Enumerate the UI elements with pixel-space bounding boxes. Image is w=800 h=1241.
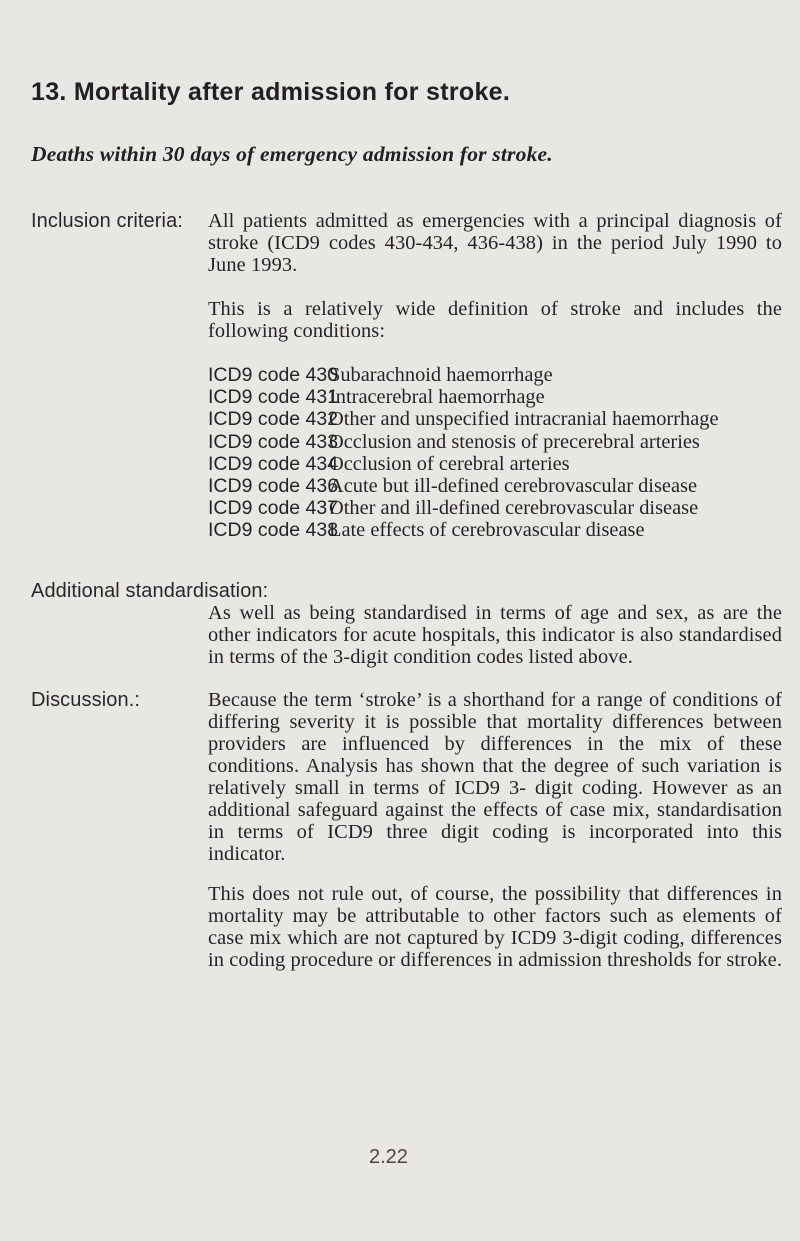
icd9-code-description: Occlusion of cerebral arteries — [329, 452, 570, 475]
inclusion-criteria-label: Inclusion criteria: — [31, 210, 183, 232]
icd9-code: ICD9 code 432 — [208, 408, 339, 431]
icd9-code: ICD9 code 433 — [208, 430, 339, 453]
icd9-code-description: Occlusion and stenosis of precerebral arteries — [329, 430, 700, 453]
standardisation-paragraph: As well as being standardised in terms of age and sex, as are the other indicators for acute hospitals, this indicator is also standardised in terms of the 3-digit condition codes listed above. — [208, 602, 782, 668]
icd9-code-row — [208, 497, 782, 519]
icd9-code: ICD9 code 430 — [208, 364, 339, 386]
icd9-code-row — [208, 431, 782, 453]
inclusion-criteria-paragraph: All patients admitted as emergencies with a principal diagnosis of stroke (ICD9 codes 430-434, 436-438) in the period July 1990 to June 1993. — [208, 210, 782, 276]
icd9-code-description: Other and unspecified intracranial haemorrhage — [329, 408, 719, 431]
icd9-code-row — [208, 453, 782, 475]
page-number: 2.22 — [369, 1146, 408, 1168]
icd9-code: ICD9 code 438 — [208, 519, 339, 542]
icd9-code-description: Intracerebral haemorrhage — [329, 386, 545, 409]
definition-paragraph: This is a relatively wide definition of stroke and includes the following conditions: — [208, 298, 782, 342]
icd9-code-description: Other and ill-defined cerebrovascular disease — [329, 497, 699, 520]
page-title: 13. Mortality after admission for stroke. — [31, 78, 511, 106]
icd9-code-row — [208, 386, 782, 408]
icd9-code-row — [208, 364, 782, 386]
icd9-code-description: Acute but ill-defined cerebrovascular disease — [329, 475, 697, 498]
icd9-code-list — [208, 364, 782, 542]
discussion-paragraph-1: Because the term ‘stroke’ is a shorthand for a range of conditions of differing severity it is possible that mortality differences between providers are influenced by differences in the mix of these conditions. Analysis has shown that the degree of such variation is relatively small in terms of ICD9 3- digit coding. However as an additional safeguard against the effects of case mix, standardisation in terms of ICD9 three digit coding is incorporated into this indicator. — [208, 689, 782, 865]
icd9-code: ICD9 code 437 — [208, 497, 339, 520]
page-subtitle: Deaths within 30 days of emergency admission for stroke. — [31, 142, 553, 166]
discussion-label: Discussion.: — [31, 689, 141, 711]
icd9-code: ICD9 code 434 — [208, 452, 339, 475]
icd9-code-row — [208, 475, 782, 497]
icd9-code: ICD9 code 436 — [208, 475, 339, 498]
icd9-code-row — [208, 408, 782, 430]
icd9-code-row — [208, 519, 782, 541]
icd9-code-description: Subarachnoid haemorrhage — [329, 364, 553, 386]
additional-standardisation-label: Additional standardisation: — [31, 580, 269, 602]
icd9-code-description: Late effects of cerebrovascular disease — [329, 519, 645, 542]
discussion-paragraph-2: This does not rule out, of course, the possibility that differences in mortality may be attributable to other factors such as elements of case mix which are not captured by ICD9 3-digit coding, differences in coding procedure or differences in admission thresholds for stroke. — [208, 883, 783, 971]
icd9-code: ICD9 code 431 — [208, 386, 339, 409]
